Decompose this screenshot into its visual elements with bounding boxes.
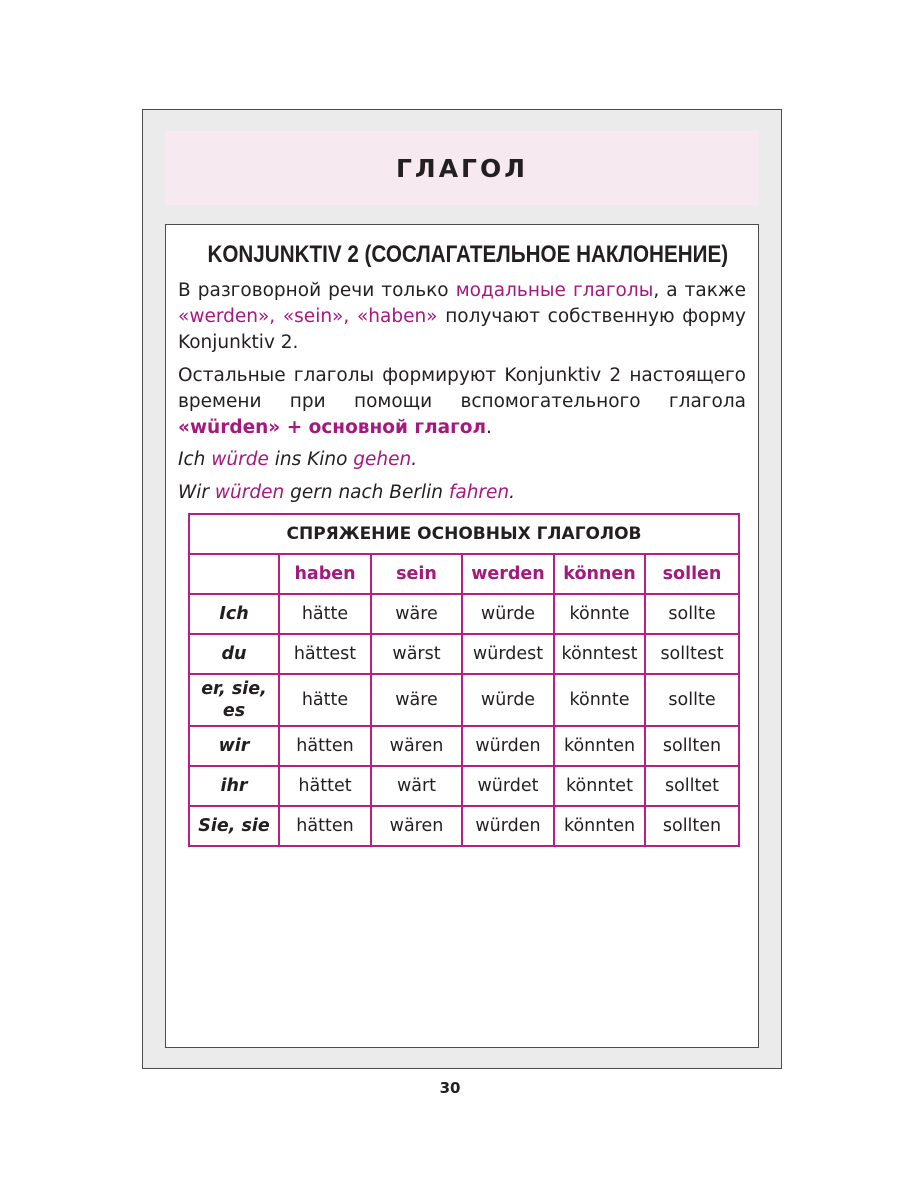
page-number: 30 [439,1079,461,1097]
modal-verbs-highlight: модальные глаголы [455,280,654,301]
form-cell: solltet [645,766,739,806]
aux-verbs-highlight: «werden», «sein», «haben» [178,306,438,327]
form-cell: würde [462,674,554,726]
verb-header: haben [279,554,371,594]
intro-text-1: В разговорной речи только [178,280,456,301]
table-row [189,674,739,726]
table-corner-cell [189,554,279,594]
section-title: KONJUNKTIV 2 (СОСЛАГАТЕЛЬНОЕ НАКЛОНЕНИЕ) [207,241,729,268]
wuerden-rule-highlight: «würden» + основной глагол [178,417,487,438]
table-row [189,806,739,846]
form-cell: wäre [371,594,462,634]
example2-pre: Wir [178,482,215,503]
table-row [189,726,739,766]
intro-paragraph [178,278,746,356]
example2-verb: fahren [448,482,510,503]
rule-paragraph [178,363,746,441]
example1-post: . [411,449,418,470]
form-cell: hättest [279,634,371,674]
table-caption: СПРЯЖЕНИЕ ОСНОВНЫХ ГЛАГОЛОВ [189,514,739,554]
form-cell: könnte [554,674,645,726]
form-cell: könntet [554,766,645,806]
table-row [189,634,739,674]
form-cell: wären [371,806,462,846]
table-row [189,766,739,806]
form-cell: würdet [462,766,554,806]
page-frame [142,109,782,1069]
form-cell: sollten [645,806,739,846]
pronoun-cell: ihr [189,766,279,806]
form-cell: könnten [554,726,645,766]
pronoun-cell: du [189,634,279,674]
verb-header: sollen [645,554,739,594]
form-cell: würden [462,806,554,846]
example-sentence-2 [178,480,746,506]
form-cell: wäre [371,674,462,726]
example1-aux: würde [211,449,269,470]
form-cell: würden [462,726,554,766]
intro-text-3: получают собственную форму Konjunktiv 2. [178,306,747,353]
pronoun-cell: er, sie, es [189,674,279,726]
page-title: ГЛАГОЛ [396,153,528,183]
form-cell: sollten [645,726,739,766]
content-card [165,224,759,1048]
example1-pre: Ich [178,449,212,470]
verb-header: werden [462,554,554,594]
conjugation-table [188,513,740,847]
verb-header: können [554,554,645,594]
form-cell: würdest [462,634,554,674]
form-cell: hätten [279,806,371,846]
example2-mid: gern nach Berlin [284,482,449,503]
rule-text-2: . [486,417,492,438]
pronoun-cell: Ich [189,594,279,634]
form-cell: wärst [371,634,462,674]
verb-header: sein [371,554,462,594]
form-cell: würde [462,594,554,634]
form-cell: hätten [279,726,371,766]
form-cell: wärt [371,766,462,806]
form-cell: hättet [279,766,371,806]
example2-post: . [509,482,516,503]
form-cell: könnten [554,806,645,846]
pronoun-cell: Sie, sie [189,806,279,846]
header-band [165,131,759,205]
table-row [189,594,739,634]
form-cell: hätte [279,594,371,634]
rule-text-1: Остальные глаголы формируют Konjunktiv 2 настоящего времени при помощи вспомогательного глагола [178,365,746,412]
form-cell: sollte [645,674,739,726]
form-cell: könnte [554,594,645,634]
example1-verb: gehen [353,449,412,470]
form-cell: hätte [279,674,371,726]
intro-text-2: , а также [653,280,746,301]
form-cell: sollte [645,594,739,634]
example1-mid: ins Kino [268,449,354,470]
form-cell: wären [371,726,462,766]
form-cell: könntest [554,634,645,674]
pronoun-cell: wir [189,726,279,766]
example-sentence-1 [178,447,746,473]
example2-aux: würden [214,482,285,503]
form-cell: solltest [645,634,739,674]
